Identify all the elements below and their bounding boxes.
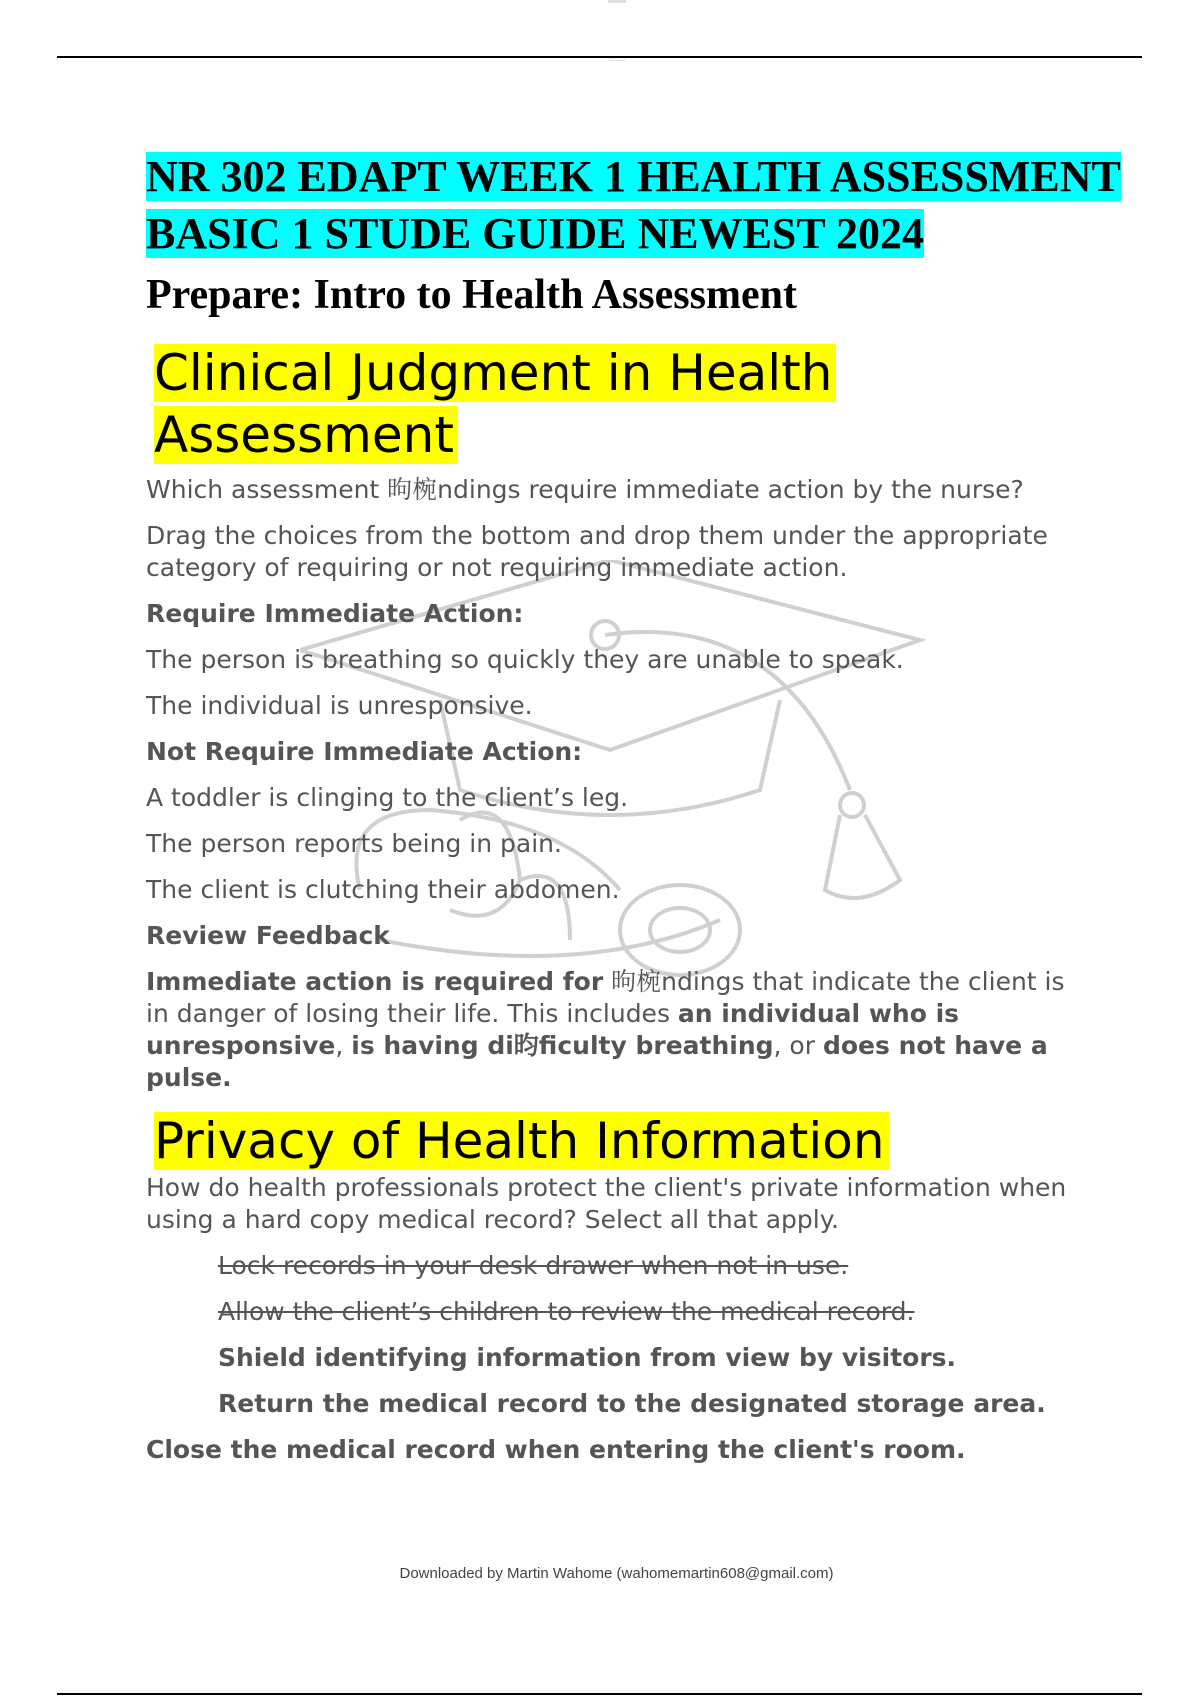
drag-instructions: Drag the choices from the bottom and drop them under the appropriate category of requiring or not requiring immediate action.: [146, 521, 1048, 582]
top-rule: [57, 56, 1142, 58]
section-heading-privacy: [154, 1110, 1200, 1172]
review-feedback-label: Review Feedback: [146, 921, 390, 950]
section-heading-clinical-judgment: [154, 342, 1200, 466]
privacy-option-correct: Shield identifying information from view by visitors.: [218, 1343, 957, 1372]
feedback-text-part: ,: [335, 1031, 352, 1060]
feedback-bold: an individual who is unresponsive: [146, 999, 960, 1060]
feedback-text-part: 昫椀ndings that indicate the client is in danger of losing their life. This includes: [146, 967, 1065, 1028]
privacy-option-incorrect: Allow the client’s children to review the medical record.: [218, 1297, 915, 1326]
feedback-bold: is having di昀ﬁculty breathing: [351, 1031, 774, 1060]
bottom-rule: [57, 1693, 1142, 1695]
privacy-option-correct: Close the medical record when entering the client's room.: [146, 1435, 966, 1464]
require-item: The person is breathing so quickly they are unable to speak.: [146, 645, 904, 674]
subtitle: Prepare: Intro to Health Assessment: [146, 272, 797, 318]
privacy-option-incorrect: Lock records in your desk drawer when not in use.: [218, 1251, 849, 1280]
privacy-option-correct: Return the medical record to the designated storage area.: [218, 1389, 1046, 1418]
not-require-item: The person reports being in pain.: [146, 829, 562, 858]
download-footer: Downloaded by Martin Wahome (wahomemartin608@gmail.com): [399, 1565, 834, 1582]
not-require-action-label: Not Require Immediate Action:: [146, 737, 583, 766]
require-action-label: Require Immediate Action:: [146, 599, 524, 628]
not-require-item: A toddler is clinging to the client’s leg.: [146, 783, 629, 812]
header-mark-2: [610, 60, 626, 61]
heading-privacy: Privacy of Health Information: [154, 1112, 889, 1170]
heading-clinical-line-2: Assessment: [154, 406, 458, 464]
document-body: [146, 148, 1200, 1466]
header-mark: [608, 0, 626, 3]
title-line-1: NR 302 EDAPT WEEK 1 HEALTH ASSESSMENT: [146, 152, 1121, 201]
feedback-text-part: , or: [773, 1031, 823, 1060]
heading-clinical-line-1: Clinical Judgment in Health: [154, 344, 836, 402]
not-require-item: The client is clutching their abdomen.: [146, 875, 620, 904]
feedback-bold: does not have a pulse.: [146, 1031, 1048, 1092]
document-title: [146, 148, 1200, 262]
require-item: The individual is unresponsive.: [146, 691, 533, 720]
clinical-question: Which assessment 昫椀ndings require immediate action by the nurse?: [146, 475, 1024, 504]
feedback-text: [146, 966, 1086, 1094]
privacy-question: How do health professionals protect the client's private information when using a hard copy medical record? Select all that apply.: [146, 1173, 1067, 1234]
feedback-bold: Immediate action is required for: [146, 967, 604, 996]
title-line-2: BASIC 1 STUDE GUIDE NEWEST 2024: [146, 209, 924, 258]
